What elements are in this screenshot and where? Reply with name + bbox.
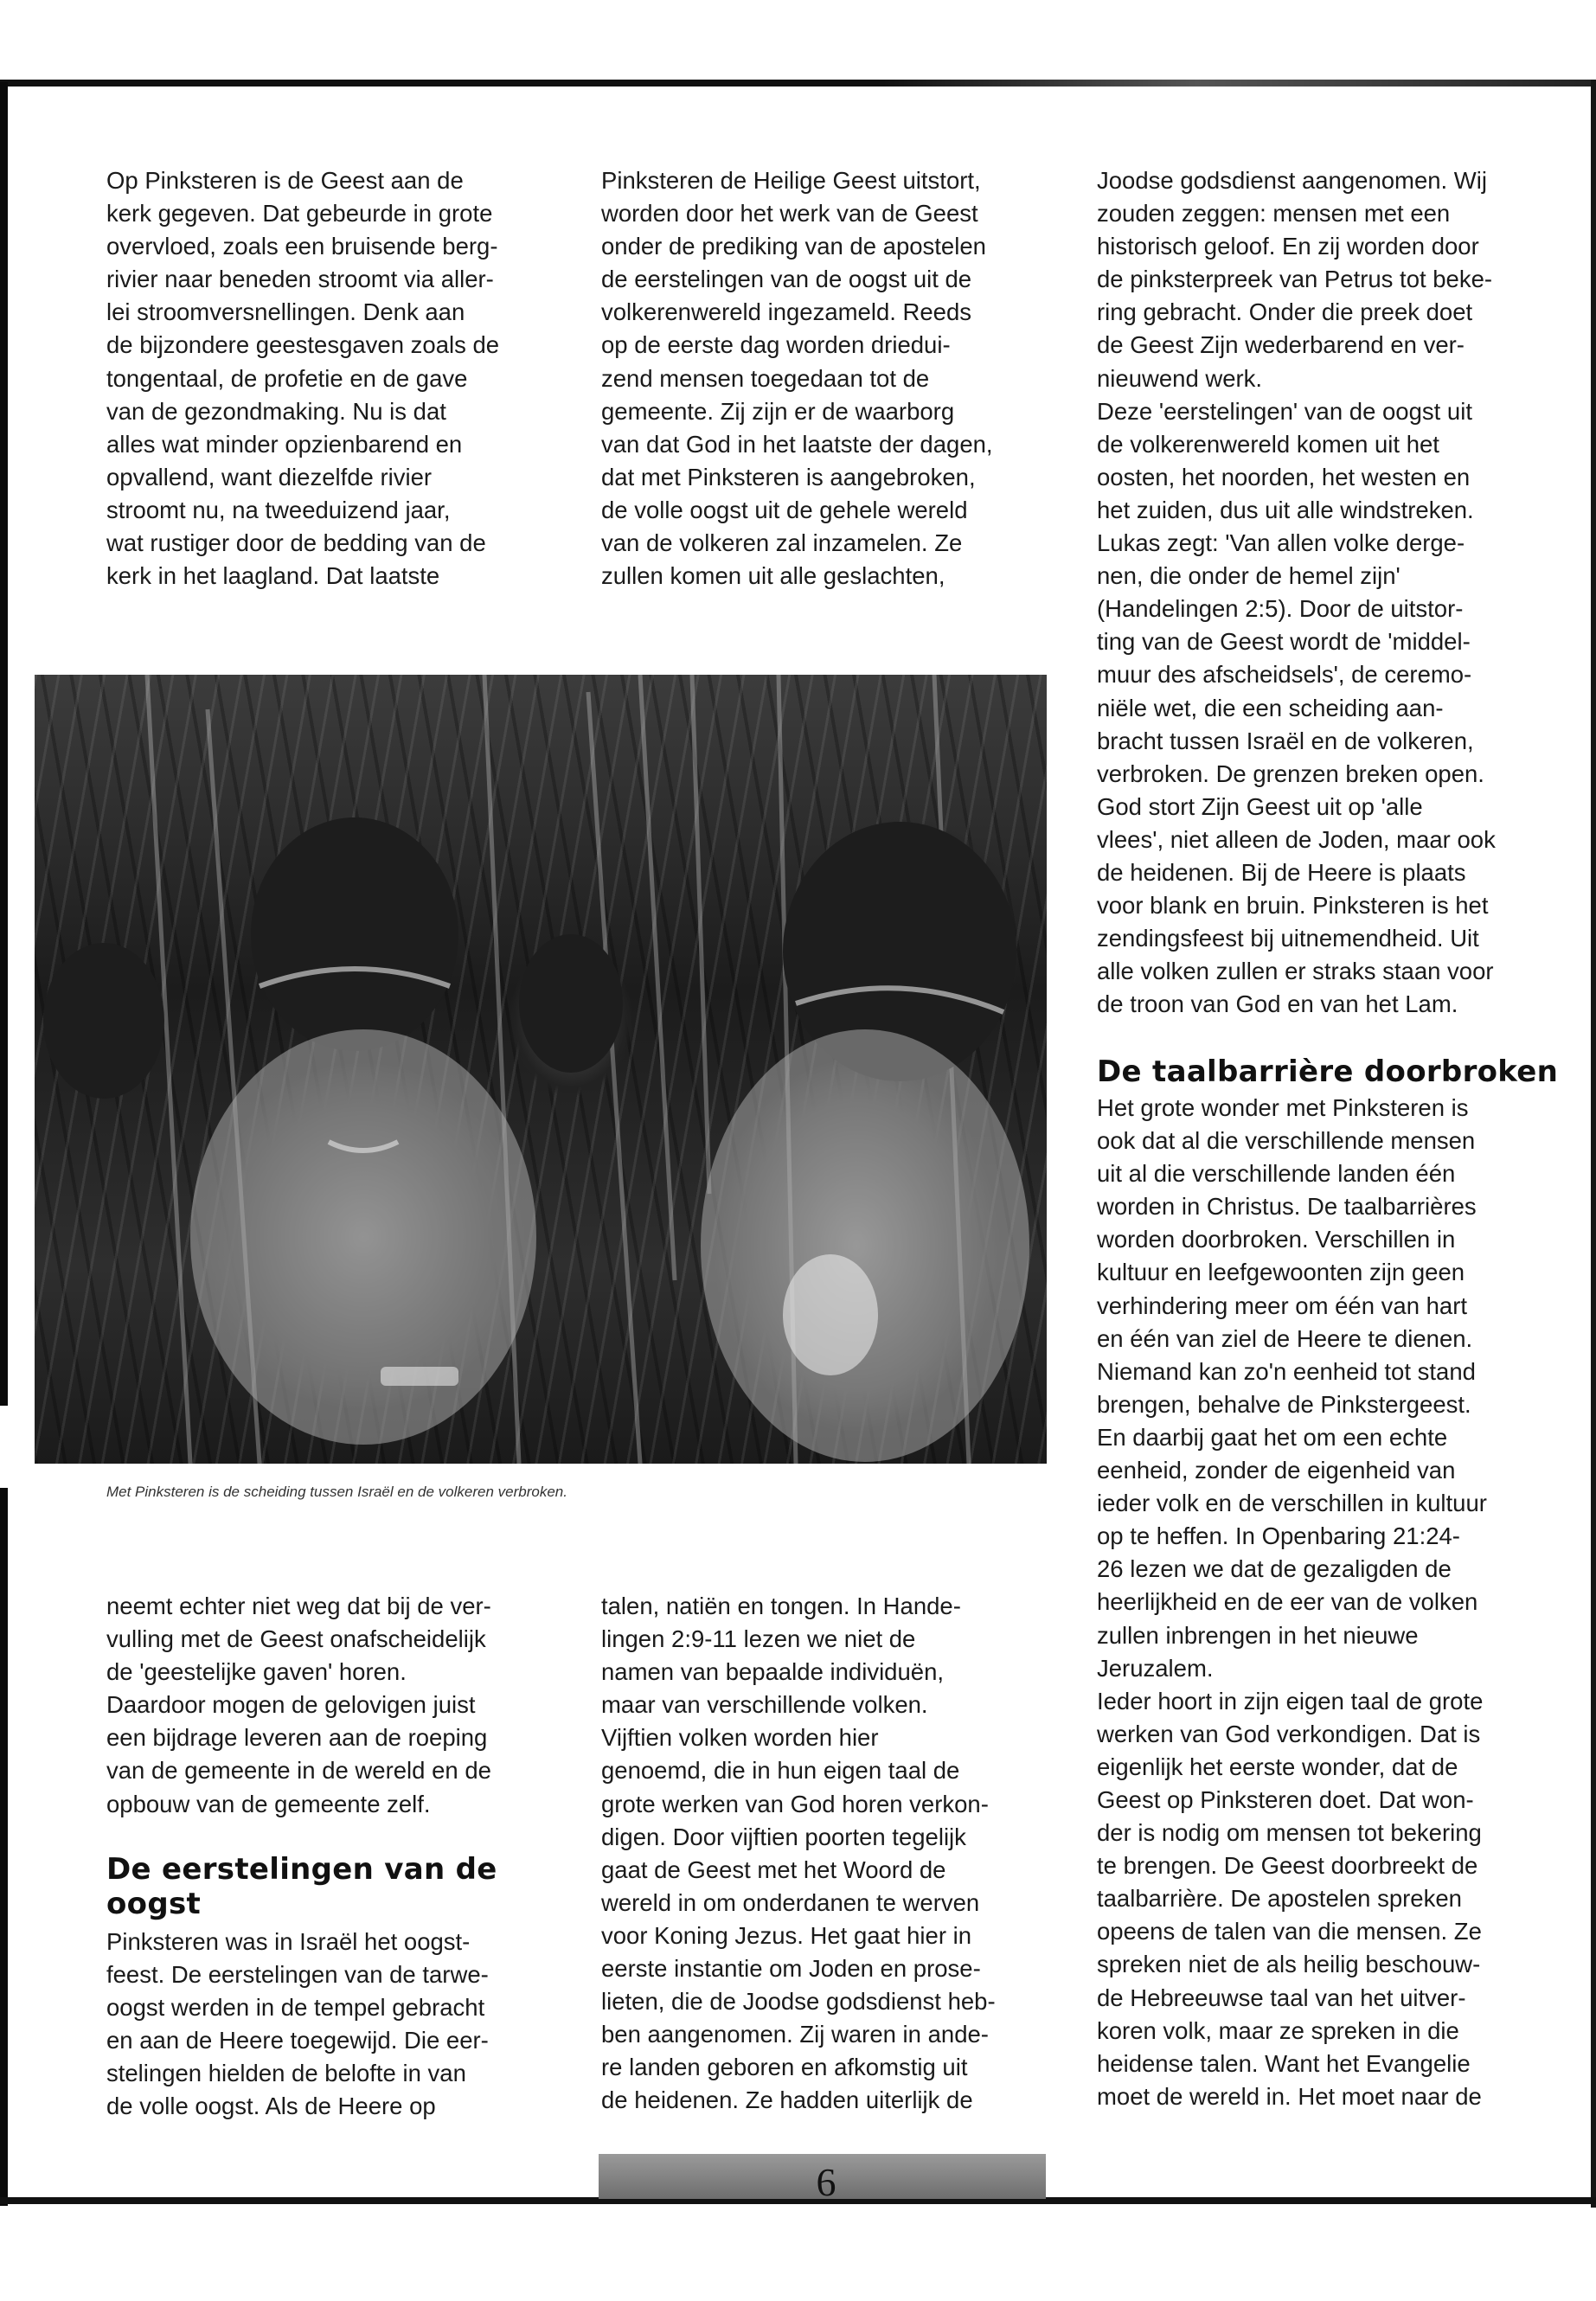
scan-edge-left <box>0 82 8 1406</box>
column-1-text-c: Pinksteren was in Israël het oogst- feest. De eerstelingen van de tarwe- oogst werden in de tempel gebracht en aan de Heere toegewijd. Die eer- stelingen hielden de belofte in van de volle oogst. Als de Heere op <box>106 1928 489 2120</box>
column-2-bottom-text: talen, natiën en tongen. In Hande- lingen 2:9-11 lezen we niet de namen van bepaalde individuën, maar van verschillende volken. Vijftien volken worden hier genoemd, die in hun eigen taal de grote werken van God horen verkon- digen. Door vijftien poorten tegelijk gaat de Geest met het Woord de wereld in om onderdanen te werven voor Koning Jezus. Het gaat hier in eerste instantie om Joden en prose- lieten, die de Joodse godsdienst heb- ben aangenomen. Zij waren in ande- re landen geboren en afkomstig uit de heidenen. Ze hadden uiterlijk de <box>601 1593 996 2114</box>
page-number: 6 <box>816 2160 836 2204</box>
column-3-text-a: Joodse godsdienst aangenomen. Wij zouden zeggen: mensen met een historisch geloof. En zij worden door de pinksterpreek van Petrus tot beke- ring gebracht. Onder die preek doet de Geest Zijn wederbarend en ver- nieuwend werk. Deze 'eerstelingen' van de oogst uit de volkerenwereld komen uit het oosten, het noorden, het westen en het zuiden, dus uit alle windstreken. Lukas zegt: 'Van allen volke derge- nen, die onder de hemel zijn' (Handelingen 2:5). Door de uitstor- ting van de Geest wordt de 'middel- muur des afscheidsels', de ceremo- niële wet, die een scheiding aan- bracht tussen Israël en de volkeren, verbroken. De grenzen breken open. God stort Zijn Geest uit op 'alle vlees', niet alleen de Joden, maar ook de heidenen. Bij de Heere is plaats voor blank en bruin. Pinksteren is het zendingsfeest bij uitnemendheid. Uit alle volken zullen er straks staan voor de troon van God en van het Lam. <box>1097 167 1496 1018</box>
photo-illustration <box>35 675 1047 1464</box>
scan-edge-left-lower <box>0 1488 8 2206</box>
column-1-top-text: Op Pinksteren is de Geest aan de kerk gegeven. Dat gebeurde in grote overvloed, zoals een bruisende berg- rivier naar beneden stroomt via aller- lei stroomversnellingen. Denk aan de bijzondere geestesgaven zoals de tongentaal, de profetie en de gave van de gezondmaking. Nu is dat alles wat minder opzienbarend en opvallend, want diezelfde rivier stroomt nu, na tweeduizend jaar, wat rustiger door de bedding van de kerk in het laagland. Dat laatste <box>106 167 500 590</box>
column-1-bottom-text: neemt echter niet weg dat bij de ver- vulling met de Geest onafscheidelijk de 'geestelijke gaven' horen. Daardoor mogen de gelovigen juist een bijdrage leveren aan de roeping van de gemeente in de wereld en de opbouw van de gemeente zelf. <box>106 1593 491 1817</box>
section-heading-taalbarriere: De taalbarrière doorbroken <box>1097 1054 1559 1089</box>
photo-tribal-warriors <box>35 675 1047 1464</box>
section-heading-eerstelingen <box>106 1852 565 1921</box>
column-3-text-b: Het grote wonder met Pinksteren is ook dat al die verschillende mensen uit al die verschillende landen één worden in Christus. De taalbarrières worden doorbroken. Verschillen in kultuur en leefgewoonten zijn geen verhindering meer om één van hart en één van ziel de Heere te dienen. Niemand kan zo'n eenheid tot stand brengen, behalve de Pinkstergeest. En daarbij gaat het om een echte eenheid, zonder de eigenheid van ieder volk en de verschillen in kultuur op te heffen. In Openbaring 21:24- 26 lezen we dat de gezaligden de heerlijkheid en de eer van de volken zullen inbrengen in het nieuwe Jeruzalem. Ieder hoort in zijn eigen taal de grote werken van God verkondigen. Dat is eigenlijk het eerste wonder, dat de Geest op Pinksteren doet. Dat won- der is nodig om mensen tot bekering te brengen. De Geest doorbreekt de taalbarrière. De apostelen spreken opeens de talen van die mensen. Ze spreken niet de als heilig beschouw- de Hebreeuwse taal van het uitver- koren volk, maar ze spreken in die heidense talen. Want het Evangelie moet de wereld in. Het moet naar de <box>1097 1094 1487 2110</box>
photo-caption: Met Pinksteren is de scheiding tussen Israël en de volkeren verbroken. <box>106 1484 567 1500</box>
scan-edge-right <box>1591 80 1596 2208</box>
section-heading-eerstelingen-text: De eerstelingen van de oogst <box>106 1852 497 1921</box>
column-2-top-text: Pinksteren de Heilige Geest uitstort, worden door het werk van de Geest onder de prediking van de apostelen de eerstelingen van de oogst uit de volkerenwereld ingezameld. Reeds op de eerste dag worden driedui- zend mensen toegedaan tot de gemeente. Zij zijn er de waarborg van dat God in het laatste der dagen, dat met Pinksteren is aangebroken, de volle oogst uit de gehele wereld van de volkeren zal inzamelen. Ze zullen komen uit alle geslachten, <box>601 167 993 590</box>
scan-edge-top <box>0 80 1596 87</box>
